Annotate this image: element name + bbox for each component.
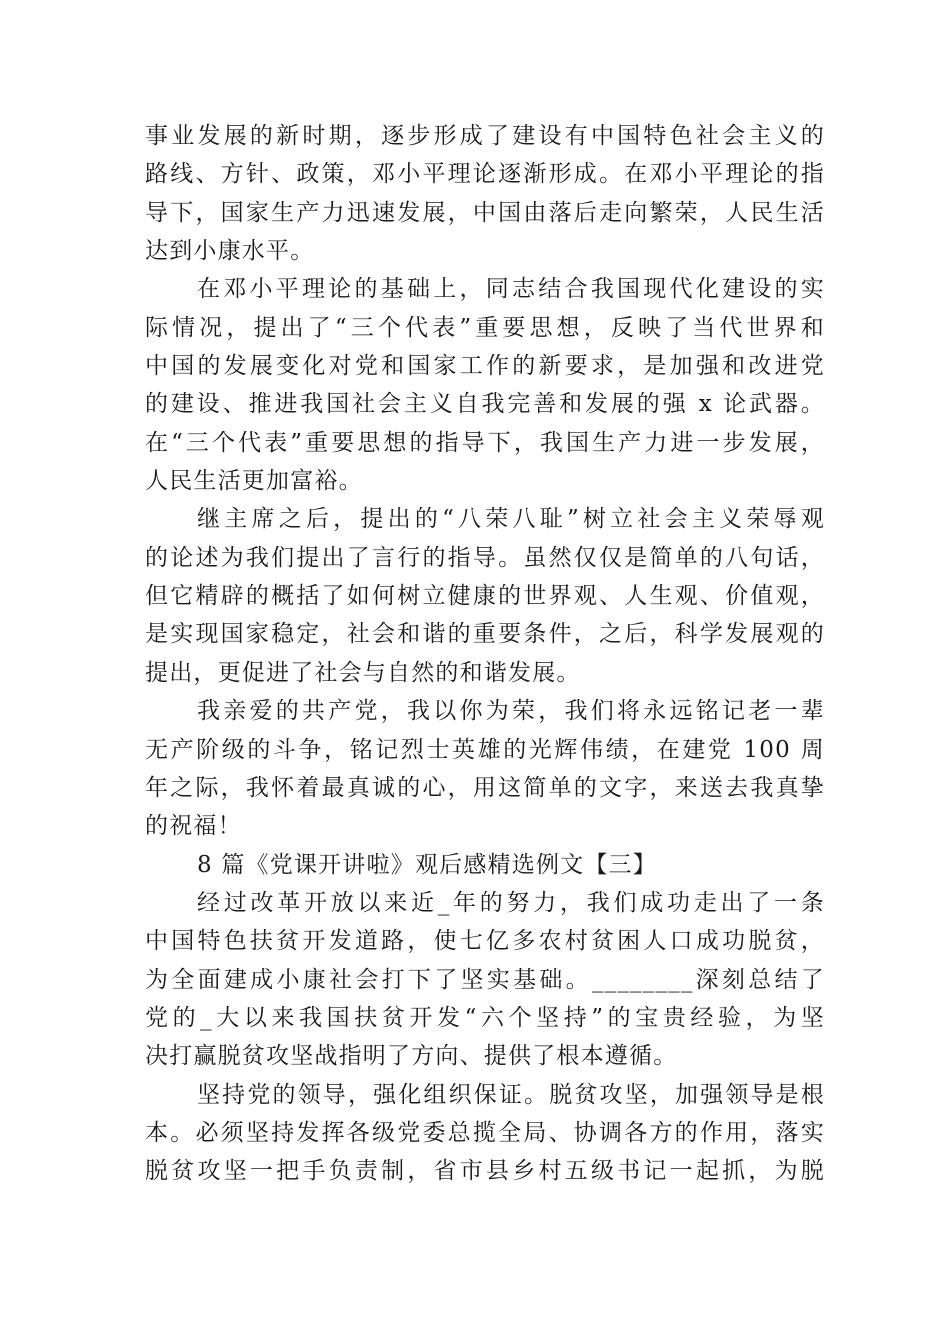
text-line: 脱贫攻坚一把手负责制，省市县乡村五级书记一起抓，为脱: [145, 1158, 825, 1185]
text-line: 达到小康水平。: [145, 238, 315, 265]
paragraph-start-line: 经过改革开放以来近_年的努力，我们成功走出了一条: [197, 889, 825, 916]
text-line: 提出，更促进了社会与自然的和谐发展。: [145, 659, 581, 686]
text-line: 事业发展的新时期，逐步形成了建设有中国特色社会主义的: [145, 123, 825, 149]
text-line: 本。必须坚持发挥各级党委总揽全局、协调各方的作用，落实: [145, 1119, 825, 1146]
text-line: 但它精辟的概括了如何树立健康的世界观、人生观、价值观，: [145, 583, 825, 610]
text-line: 年之际，我怀着最真诚的心，用这简单的文字，来送去我真挚: [145, 774, 825, 801]
text-line: 的论述为我们提出了言行的指导。虽然仅仅是简单的八句话，: [145, 544, 825, 571]
text-line: 的建设、推进我国社会主义自我完善和发展的强 x 论武器。: [145, 391, 825, 418]
text-line: 人民生活更加富裕。: [145, 468, 363, 495]
text-line: 导下，国家生产力迅速发展，中国由落后走向繁荣，人民生活: [145, 199, 825, 226]
text-line: 际情况，提出了“三个代表”重要思想，反映了当代世界和: [145, 314, 825, 341]
text-line: 为全面建成小康社会打下了坚实基础。________深刻总结了: [145, 966, 825, 993]
paragraph-start-line: 继主席之后，提出的“八荣八耻”树立社会主义荣辱观: [197, 506, 825, 533]
text-line: 在“三个代表”重要思想的指导下，我国生产力进一步发展，: [145, 429, 825, 456]
text-line: 党的_大以来我国扶贫开发“六个坚持”的宝贵经验，为坚: [145, 1004, 825, 1031]
text-line: 是实现国家稳定，社会和谐的重要条件，之后，科学发展观的: [145, 621, 825, 648]
text-line: 的祝福！: [145, 813, 242, 840]
body-text: [145, 117, 825, 1191]
paragraph-start-line: 我亲爱的共产党，我以你为荣，我们将永远铭记老一辈: [197, 698, 825, 725]
paragraph-start-line: 在邓小平理论的基础上，同志结合我国现代化建设的实: [197, 276, 825, 303]
text-line: 路线、方针、政策，邓小平理论逐渐形成。在邓小平理论的指: [145, 161, 825, 188]
text-line: 无产阶级的斗争，铭记烈士英雄的光辉伟绩，在建党 100 周: [145, 736, 825, 763]
section-heading: 8 篇《党课开讲啦》观后感精选例文【三】: [197, 851, 657, 878]
text-line: 中国的发展变化对党和国家工作的新要求，是加强和改进党: [145, 353, 825, 380]
text-line: 决打赢脱贫攻坚战指明了方向、提供了根本遵循。: [145, 1043, 678, 1070]
text-line: 中国特色扶贫开发道路，使七亿多农村贫困人口成功脱贫，: [145, 928, 825, 955]
paragraph-start-line: 坚持党的领导，强化组织保证。脱贫攻坚，加强领导是根: [197, 1081, 825, 1108]
